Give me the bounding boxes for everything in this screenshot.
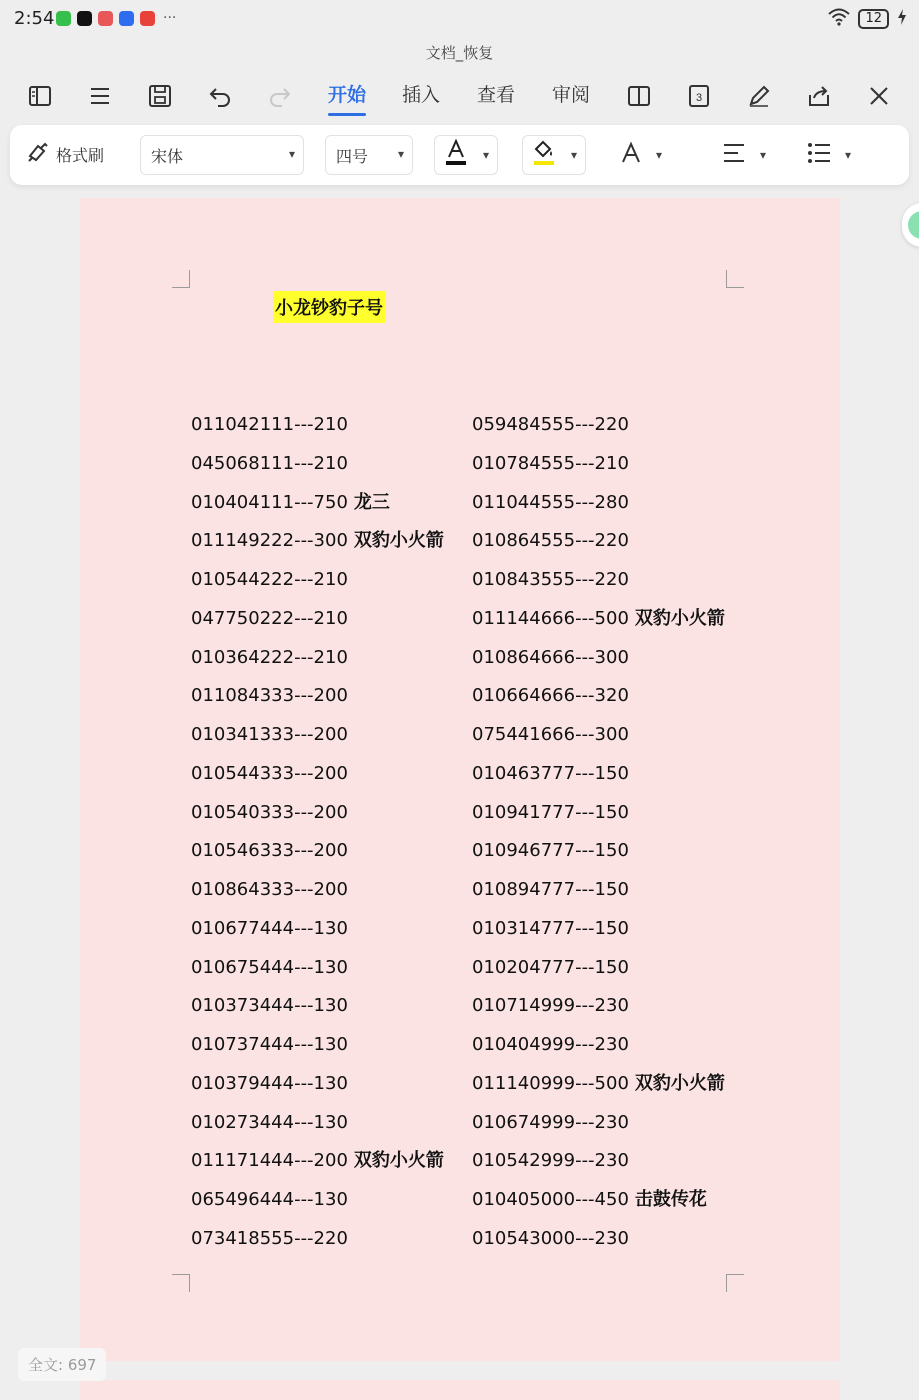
number-note: 双豹小火箭 — [634, 607, 725, 629]
assistant-icon — [908, 211, 919, 239]
number-row — [472, 412, 725, 451]
font-family-select[interactable] — [140, 135, 304, 175]
margin-mark-top-right — [726, 270, 744, 288]
number-row — [191, 800, 444, 839]
number-note: 双豹小火箭 — [353, 530, 444, 552]
number-row — [472, 490, 725, 529]
share-icon[interactable] — [801, 78, 837, 114]
number-text: 010543000---230 — [472, 1227, 629, 1249]
tab-view[interactable]: 查看 — [477, 84, 516, 106]
number-text: 010463777---150 — [472, 762, 629, 784]
save-icon[interactable] — [142, 78, 178, 114]
number-text: 010677444---130 — [191, 917, 348, 939]
number-row — [472, 1071, 725, 1110]
document-title: 文档_恢复 — [425, 44, 494, 62]
number-row — [472, 567, 725, 606]
number-row — [191, 1071, 444, 1110]
battery-icon: 12 — [858, 9, 889, 29]
blue-app-icon — [119, 11, 134, 26]
number-note: 双豹小火箭 — [353, 1150, 444, 1172]
number-text: 075441666---300 — [472, 724, 629, 745]
number-text: 011144666---500 — [472, 607, 629, 629]
notification-app-icons — [56, 11, 176, 26]
number-text: 010714999---230 — [472, 995, 629, 1017]
chevron-down-icon: ▾ — [571, 148, 578, 162]
number-row — [191, 1226, 444, 1265]
number-row — [472, 1187, 725, 1226]
page-count-label: 3 — [695, 92, 703, 104]
number-row — [472, 916, 725, 955]
number-text: 010843555---220 — [472, 569, 629, 590]
floating-assistant-button[interactable] — [902, 203, 919, 247]
number-note: 双豹小火箭 — [634, 1072, 725, 1094]
number-text: 010404999---230 — [472, 1034, 629, 1055]
number-note: 龙三 — [353, 491, 390, 513]
number-row — [191, 490, 444, 529]
number-row — [472, 722, 725, 761]
format-painter-button[interactable] — [26, 140, 104, 168]
chevron-down-icon: ▾ — [845, 148, 852, 162]
number-text: 010894777---150 — [472, 879, 629, 900]
number-text: 011149222---300 — [191, 530, 348, 552]
number-row — [472, 606, 725, 645]
number-text: 010364222---210 — [191, 646, 348, 668]
undo-icon[interactable] — [202, 78, 238, 114]
number-row — [472, 1226, 725, 1265]
status-bar — [0, 0, 919, 40]
sidebar-toggle-icon[interactable] — [22, 78, 58, 114]
number-row — [472, 800, 725, 839]
tab-insert[interactable]: 插入 — [402, 84, 441, 106]
more-notifications-icon: ··· — [163, 10, 177, 26]
formatting-toolbar — [10, 125, 909, 185]
number-text: 010946777---150 — [472, 840, 629, 862]
number-text: 010404111---750 — [191, 491, 348, 513]
number-text: 010674999---230 — [472, 1111, 629, 1133]
number-row — [191, 877, 444, 916]
number-row — [191, 412, 444, 451]
number-row — [191, 1032, 444, 1071]
number-row — [472, 1148, 725, 1187]
number-row — [191, 722, 444, 761]
number-row — [191, 993, 444, 1032]
number-text: 010540333---200 — [191, 801, 348, 823]
number-row — [191, 1148, 444, 1187]
number-text: 010784555---210 — [472, 452, 629, 474]
status-time: 2:54 — [14, 8, 55, 29]
calendar-icon — [98, 11, 113, 26]
chevron-down-icon: ▾ — [288, 147, 295, 161]
format-painter-label: 格式刷 — [56, 145, 105, 165]
number-row — [472, 877, 725, 916]
number-row — [191, 606, 444, 645]
number-row — [472, 1110, 725, 1149]
number-row — [191, 451, 444, 490]
charging-icon — [897, 9, 907, 29]
number-text: 011084333---200 — [191, 685, 348, 707]
number-row — [472, 683, 725, 722]
number-row — [472, 451, 725, 490]
number-text: 010341333---200 — [191, 724, 348, 745]
number-text: 010675444---130 — [191, 956, 348, 978]
highlight-color-button[interactable] — [522, 135, 586, 175]
left-number-column — [191, 412, 444, 1265]
number-row — [472, 528, 725, 567]
number-note: 击鼓传花 — [634, 1189, 707, 1210]
number-text: 073418555---220 — [191, 1227, 348, 1249]
text-style-icon — [620, 141, 642, 169]
number-text: 010544333---200 — [191, 762, 348, 784]
page-count-icon[interactable] — [681, 78, 717, 114]
number-text: 010273444---130 — [191, 1111, 348, 1133]
active-tab-indicator — [328, 113, 366, 116]
status-indicators — [828, 8, 907, 30]
bullet-list-icon — [807, 142, 831, 168]
word-count: 全文: 697 — [18, 1348, 106, 1381]
number-row — [191, 838, 444, 877]
tab-review[interactable]: 审阅 — [552, 84, 591, 106]
number-row — [472, 761, 725, 800]
chevron-down-icon: ▾ — [483, 148, 490, 162]
number-row — [472, 993, 725, 1032]
number-text: 010864333---200 — [191, 879, 348, 900]
wechat-icon — [56, 11, 71, 26]
number-row — [191, 1187, 444, 1226]
tab-home[interactable] — [328, 80, 366, 107]
number-row — [472, 955, 725, 994]
number-text: 010941777---150 — [472, 801, 629, 823]
align-icon — [722, 142, 746, 168]
font-color-icon — [443, 139, 469, 171]
document-page[interactable] — [80, 198, 840, 1361]
font-family-value: 宋体 — [151, 146, 184, 166]
redo-icon[interactable] — [262, 78, 298, 114]
number-text: 010544222---210 — [191, 569, 348, 590]
pen-icon[interactable] — [741, 78, 777, 114]
number-text: 010373444---130 — [191, 995, 348, 1017]
number-row — [191, 761, 444, 800]
close-icon[interactable] — [861, 78, 897, 114]
number-row — [472, 1032, 725, 1071]
format-painter-icon — [26, 140, 50, 168]
number-text: 010314777---150 — [472, 917, 629, 939]
number-row — [191, 1110, 444, 1149]
margin-mark-bottom-left — [172, 1274, 190, 1292]
number-row — [472, 645, 725, 684]
split-view-icon[interactable] — [621, 78, 657, 114]
number-row — [191, 683, 444, 722]
number-text: 011044555---280 — [472, 491, 629, 513]
font-color-button[interactable] — [434, 135, 498, 175]
alignment-button[interactable] — [722, 135, 766, 175]
number-text: 010864555---220 — [472, 530, 629, 552]
red-app-icon — [140, 11, 155, 26]
number-row — [191, 645, 444, 684]
number-row — [191, 955, 444, 994]
menu-icon[interactable] — [82, 78, 118, 114]
number-row — [191, 916, 444, 955]
number-text: 010664666---320 — [472, 685, 629, 707]
font-size-value: 四号 — [336, 146, 369, 166]
right-number-column — [472, 412, 725, 1265]
tiktok-icon — [77, 11, 92, 26]
text-style-button[interactable] — [620, 135, 662, 175]
number-text: 010864666---300 — [472, 646, 629, 668]
number-row — [191, 528, 444, 567]
chevron-down-icon: ▾ — [760, 148, 767, 162]
number-row — [472, 838, 725, 877]
number-text: 045068111---210 — [191, 452, 348, 474]
number-text: 010204777---150 — [472, 956, 629, 978]
margin-mark-top-left — [172, 270, 190, 288]
highlight-bucket-icon — [531, 139, 557, 171]
wifi-icon — [828, 8, 850, 30]
next-document-page[interactable] — [80, 1380, 840, 1400]
number-text: 011171444---200 — [191, 1150, 348, 1172]
number-text: 047750222---210 — [191, 607, 348, 629]
tab-home-label: 开始 — [328, 84, 367, 106]
number-text: 010405000---450 — [472, 1189, 629, 1210]
ribbon-tab-bar — [0, 70, 919, 118]
bullet-list-button[interactable] — [807, 135, 851, 175]
number-text: 010546333---200 — [191, 840, 348, 862]
number-text: 010379444---130 — [191, 1072, 348, 1094]
document-heading: 小龙钞豹子号 — [273, 291, 385, 323]
number-text: 011140999---500 — [472, 1072, 629, 1094]
chevron-down-icon: ▾ — [656, 148, 663, 162]
number-text: 010542999---230 — [472, 1150, 629, 1172]
chevron-down-icon: ▾ — [397, 147, 404, 161]
font-size-select[interactable] — [325, 135, 413, 175]
number-text: 065496444---130 — [191, 1189, 348, 1210]
margin-mark-bottom-right — [726, 1274, 744, 1292]
number-row — [191, 567, 444, 606]
number-text: 010737444---130 — [191, 1034, 348, 1055]
number-text: 059484555---220 — [472, 414, 629, 435]
number-text: 011042111---210 — [191, 414, 348, 435]
